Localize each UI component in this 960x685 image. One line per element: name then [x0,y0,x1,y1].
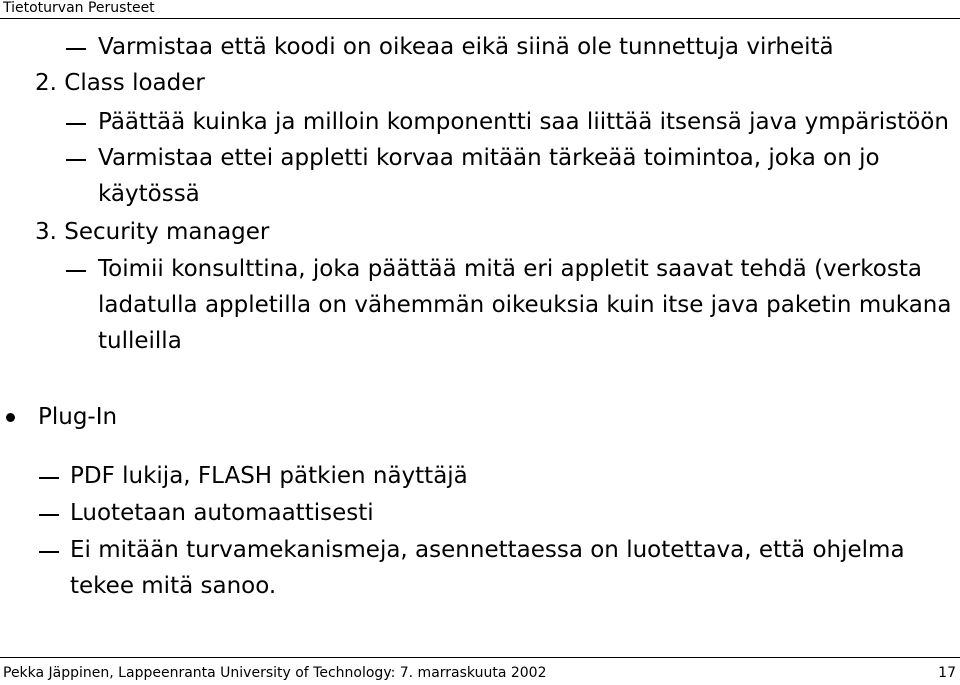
header-title: Tietoturvan Perusteet [3,0,155,16]
dash-marker [39,551,59,553]
text-line: Ei mitään turvamekanismeja, asennettaessa on luotettava, että ohjelma [70,537,905,563]
dash-marker [66,270,86,272]
text-line: Päättää kuinka ja milloin komponentti saa liittää itsensä java ympäristöön [98,109,949,135]
footer-author: Pekka Jäppinen, Lappeenranta University of Technology: 7. marraskuuta 2002 [3,665,547,681]
bullet-icon [6,413,15,422]
text-line: ladatulla appletilla on vähemmän oikeuksia kuin itse java paketin mukana [98,292,952,318]
text-line: Varmistaa että koodi on oikeaa eikä siinä ole tunnettuja virheitä [98,34,834,60]
dash-marker [66,48,86,50]
text-line: tulleilla [98,328,182,354]
dash-marker [39,477,59,479]
text-line: käytössä [98,181,200,207]
page-number: 17 [938,665,956,681]
text-line: PDF lukija, FLASH pätkien näyttäjä [70,463,468,489]
text-line: Varmistaa ettei appletti korvaa mitään tärkeää toimintoa, joka on jo [98,145,880,171]
text-line: tekee mitä sanoo. [70,573,277,599]
list-item-title: 2. Class loader [35,70,205,96]
text-line: Toimii konsulttina, joka päättää mitä eri appletit saavat tehdä (verkosta [98,256,922,282]
dash-marker [66,123,86,125]
list-item-title: 3. Security manager [35,219,270,245]
text-line: Luotetaan automaattisesti [70,500,374,526]
dash-marker [66,159,86,161]
section-title: Plug-In [38,404,118,430]
footer-divider [0,657,960,658]
dash-marker [39,514,59,516]
